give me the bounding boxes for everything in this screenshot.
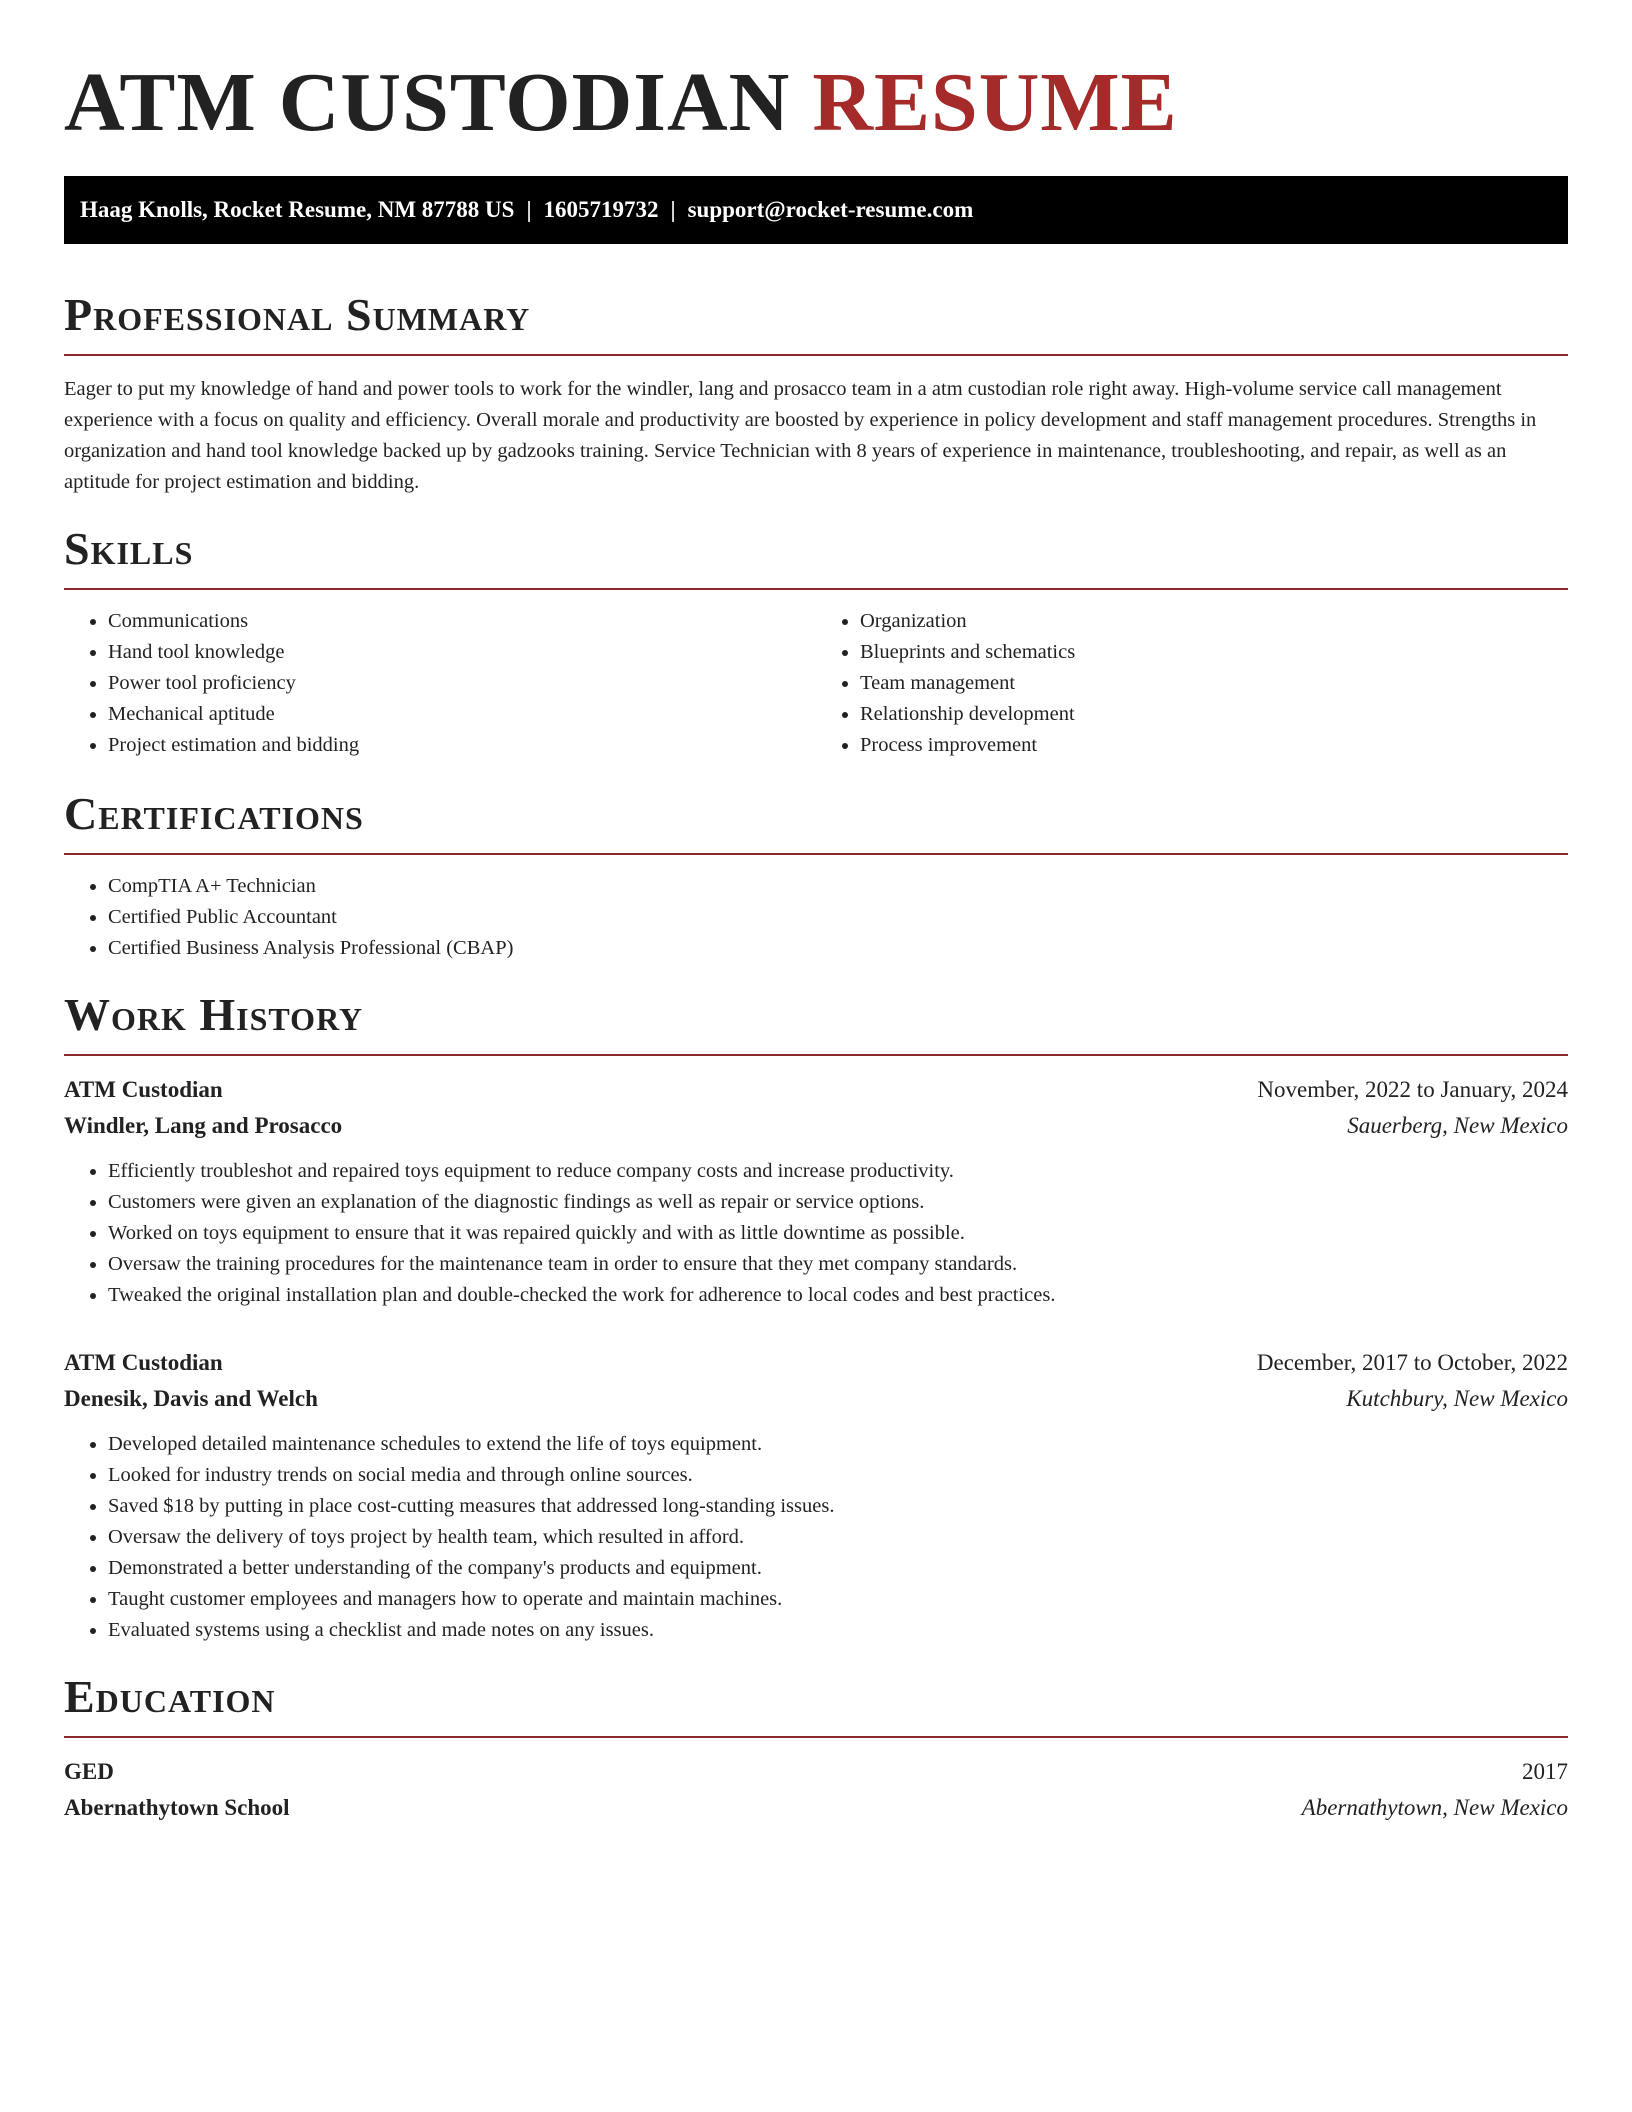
contact-address: Haag Knolls, Rocket Resume, NM 87788 US xyxy=(80,197,515,222)
section-divider xyxy=(64,588,1568,590)
summary-section xyxy=(64,290,1568,498)
section-divider xyxy=(64,853,1568,855)
job-dates: December, 2017 to October, 2022 xyxy=(1256,1350,1568,1375)
job-entry xyxy=(64,1345,1568,1646)
skill-item: • Process improvement xyxy=(860,730,1568,761)
job-title: ATM Custodian xyxy=(64,1077,223,1102)
certification-item: • Certified Business Analysis Professional (CBAP) xyxy=(108,933,1568,964)
job-bullet: • Oversaw the training procedures for the maintenance team in order to ensure that they met company standards. xyxy=(108,1249,1568,1280)
education-location: Abernathytown, New Mexico xyxy=(1301,1795,1568,1820)
skills-grid xyxy=(64,606,1568,761)
skill-item: • Communications xyxy=(108,606,816,637)
skill-item: • Hand tool knowledge xyxy=(108,637,816,668)
job-bullet: • Developed detailed maintenance schedules to extend the life of toys equipment. xyxy=(108,1429,1568,1460)
job-bullet: • Tweaked the original installation plan and double-checked the work for adherence to local codes and best practices. xyxy=(108,1280,1568,1311)
education-entry xyxy=(64,1754,1568,1826)
job-bullet: • Oversaw the delivery of toys project by health team, which resulted in afford. xyxy=(108,1522,1568,1553)
section-divider xyxy=(64,1736,1568,1738)
summary-text: Eager to put my knowledge of hand and power tools to work for the windler, lang and prosacco team in a atm custodian role right away. High-volume service call management experience with a focus on quality and efficiency. Overall morale and productivity are boosted by experience in policy development and staff management procedures. Strengths in organization and hand tool knowledge backed up by gadzooks training. Service Technician with 8 years of experience in maintenance, troubleshooting, and repair, as well as an aptitude for project estimation and bidding. xyxy=(64,378,1537,493)
section-heading-summary: Professional Summary xyxy=(64,289,531,340)
education-section xyxy=(64,1672,1568,1826)
certification-item: • Certified Public Accountant xyxy=(108,902,1568,933)
certifications-section xyxy=(64,789,1568,964)
skill-item: • Team management xyxy=(860,668,1568,699)
job-bullets xyxy=(64,1429,1568,1646)
section-heading-skills: Skills xyxy=(64,523,194,574)
section-divider xyxy=(64,354,1568,356)
job-entry xyxy=(64,1072,1568,1311)
skills-list-left xyxy=(64,606,816,761)
job-title: ATM Custodian xyxy=(64,1350,223,1375)
job-dates: November, 2022 to January, 2024 xyxy=(1257,1077,1568,1102)
job-bullet: • Taught customer employees and managers how to operate and maintain machines. xyxy=(108,1584,1568,1615)
skills-section xyxy=(64,524,1568,761)
section-divider xyxy=(64,1054,1568,1056)
job-bullet: • Evaluated systems using a checklist and made notes on any issues. xyxy=(108,1615,1568,1646)
certification-item: • CompTIA A+ Technician xyxy=(108,871,1568,902)
skill-item: • Mechanical aptitude xyxy=(108,699,816,730)
job-company: Windler, Lang and Prosacco xyxy=(64,1113,343,1138)
section-heading-education: Education xyxy=(64,1671,276,1722)
skill-item: • Power tool proficiency xyxy=(108,668,816,699)
title-main: ATM CUSTODIAN xyxy=(64,56,791,149)
job-bullet: • Worked on toys equipment to ensure that it was repaired quickly and with as little downtime as possible. xyxy=(108,1218,1568,1249)
job-company-row xyxy=(64,1108,1568,1144)
skill-item: • Blueprints and schematics xyxy=(860,637,1568,668)
skill-item: • Project estimation and bidding xyxy=(108,730,816,761)
contact-bar xyxy=(64,176,1568,244)
job-company-row xyxy=(64,1381,1568,1417)
education-school-row xyxy=(64,1790,1568,1826)
job-bullet: • Customers were given an explanation of the diagnostic findings as well as repair or service options. xyxy=(108,1187,1568,1218)
education-header-row xyxy=(64,1754,1568,1790)
education-degree: GED xyxy=(64,1759,114,1784)
job-header-row xyxy=(64,1072,1568,1108)
job-bullet: • Saved $18 by putting in place cost-cutting measures that addressed long-standing issues. xyxy=(108,1491,1568,1522)
job-location: Kutchbury, New Mexico xyxy=(1346,1386,1568,1411)
contact-email[interactable]: support@rocket-resume.com xyxy=(687,197,974,222)
contact-phone[interactable]: 1605719732 xyxy=(543,197,659,222)
contact-separator: | xyxy=(670,197,676,222)
education-year: 2017 xyxy=(1522,1759,1568,1784)
section-heading-work: Work History xyxy=(64,989,364,1040)
certifications-list xyxy=(64,871,1568,964)
job-location: Sauerberg, New Mexico xyxy=(1347,1113,1568,1138)
skill-item: • Organization xyxy=(860,606,1568,637)
job-bullet: • Looked for industry trends on social media and through online sources. xyxy=(108,1460,1568,1491)
education-school: Abernathytown School xyxy=(64,1795,290,1820)
skill-item: • Relationship development xyxy=(860,699,1568,730)
section-heading-certifications: Certifications xyxy=(64,788,364,839)
job-company: Denesik, Davis and Welch xyxy=(64,1386,318,1411)
job-bullet: • Demonstrated a better understanding of the company's products and equipment. xyxy=(108,1553,1568,1584)
skills-list-right xyxy=(816,606,1568,761)
contact-separator: | xyxy=(526,197,532,222)
job-header-row xyxy=(64,1345,1568,1381)
resume-title xyxy=(64,0,1568,176)
job-bullets xyxy=(64,1156,1568,1311)
title-accent: RESUME xyxy=(812,56,1178,149)
work-history-section xyxy=(64,990,1568,1646)
job-bullet: • Efficiently troubleshot and repaired toys equipment to reduce company costs and increase productivity. xyxy=(108,1156,1568,1187)
